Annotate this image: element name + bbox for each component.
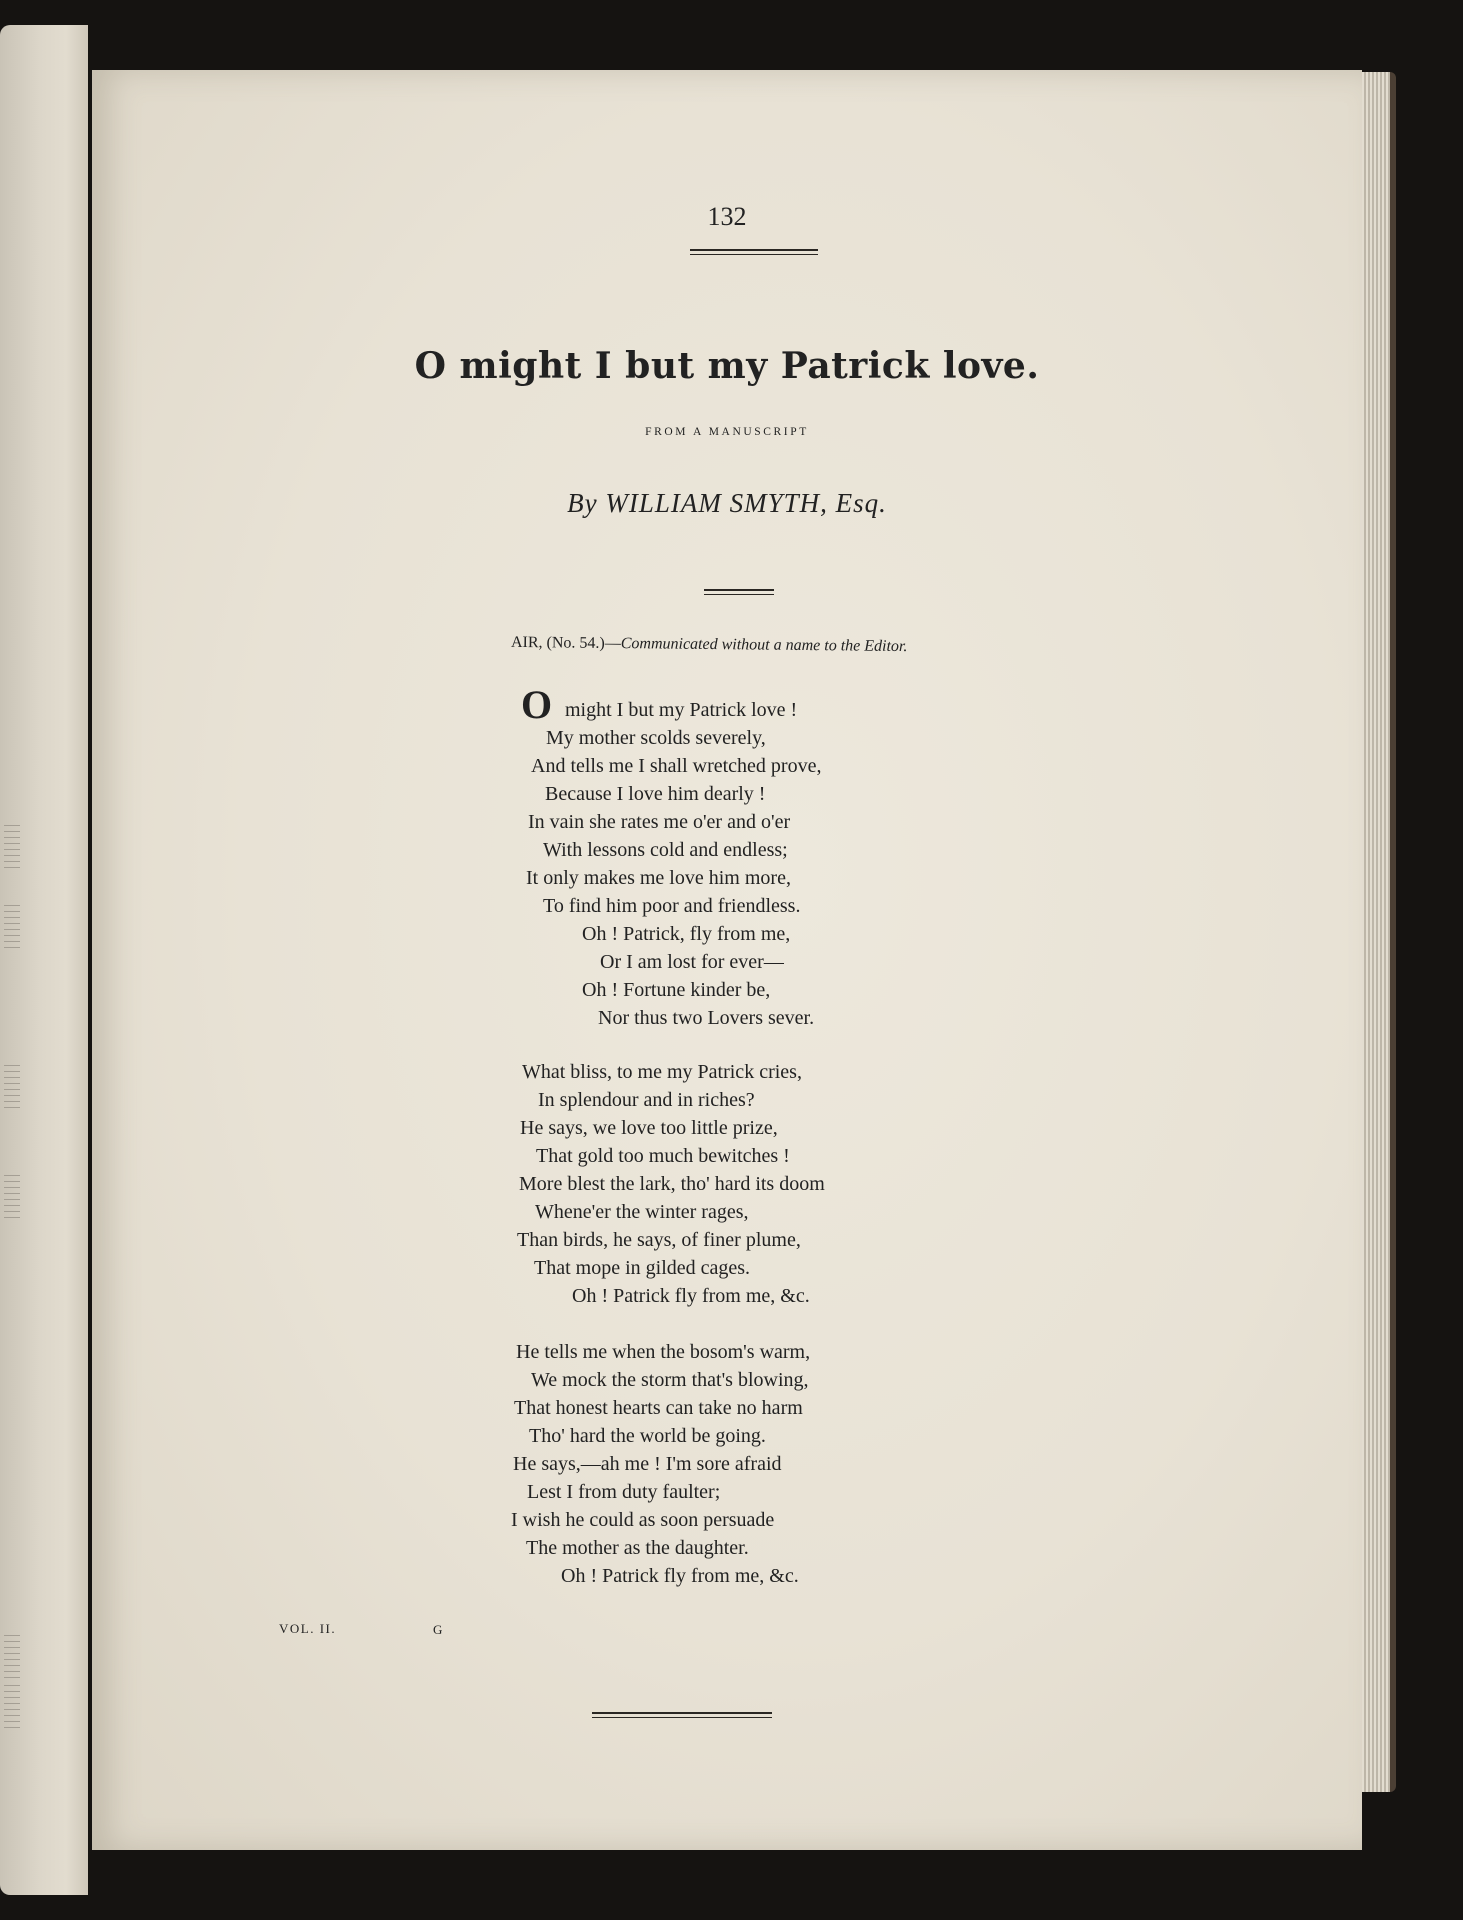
page-edge-marks: [4, 1175, 20, 1223]
verse-line: I wish he could as soon persuade: [511, 1509, 775, 1531]
page-edge-marks: [4, 1635, 20, 1683]
page-edge-marks: [4, 825, 20, 873]
verse-line: That mope in gilded cages.: [534, 1257, 751, 1279]
verse-line: In splendour and in riches?: [538, 1089, 755, 1111]
verse-line: Whene'er the winter rages,: [535, 1201, 749, 1223]
verse-line: might I but my Patrick love !: [565, 699, 798, 721]
verse-line: Oh ! Fortune kinder be,: [582, 979, 771, 1001]
verse-line: What bliss, to me my Patrick cries,: [522, 1061, 802, 1083]
page-edge-marks: [4, 905, 20, 953]
book-page: [92, 70, 1362, 1850]
verse-line: Oh ! Patrick fly from me, &c.: [561, 1565, 799, 1587]
verse-line: He says, we love too little prize,: [520, 1117, 778, 1139]
verse-line: He says,—ah me ! I'm sore afraid: [513, 1453, 782, 1475]
header-rule: [690, 249, 818, 255]
source-note: FROM A MANUSCRIPT: [645, 426, 809, 438]
verse-line: Or I am lost for ever—: [600, 951, 784, 973]
verse-line: He tells me when the bosom's warm,: [516, 1341, 811, 1363]
volume-mark: VOL. II.: [279, 1621, 337, 1636]
verse-line: In vain she rates me o'er and o'er: [528, 811, 791, 833]
verse-line: More blest the lark, tho' hard its doom: [519, 1173, 825, 1195]
verse-line: Oh ! Patrick, fly from me,: [582, 923, 791, 945]
drop-cap: O: [521, 682, 553, 727]
verse-line: It only makes me love him more,: [526, 867, 791, 889]
verse-line: Because I love him dearly !: [545, 783, 766, 805]
air-communication-note: Communicated without a name to the Editor.: [620, 635, 908, 656]
verse-line: With lessons cold and endless;: [543, 839, 788, 861]
verse-line: Lest I from duty faulter;: [527, 1481, 721, 1503]
footer-rule: [592, 1712, 772, 1718]
page-edge-marks: [4, 1065, 20, 1113]
verse-line: That honest hearts can take no harm: [514, 1397, 803, 1419]
verse-line: Nor thus two Lovers sever.: [598, 1007, 815, 1029]
air-note: [511, 634, 908, 656]
signature-mark: G: [433, 1622, 443, 1637]
verse-line: To find him poor and friendless.: [543, 895, 801, 917]
page-edge-marks: [4, 1685, 20, 1733]
verse-line: That gold too much bewitches !: [536, 1145, 790, 1167]
verse-line: Oh ! Patrick fly from me, &c.: [572, 1285, 810, 1307]
air-label: AIR, (No. 54.)—: [510, 633, 621, 653]
page-number: 132: [707, 202, 747, 231]
left-page-edge: [0, 25, 88, 1895]
verse-line: The mother as the daughter.: [526, 1537, 749, 1559]
verse-line: Tho' hard the world be going.: [529, 1425, 766, 1447]
verse-line: We mock the storm that's blowing,: [531, 1369, 809, 1391]
song-title: O might I but my Patrick love.: [414, 345, 1040, 387]
verse-line: And tells me I shall wretched prove,: [531, 755, 822, 777]
verse-line: My mother scolds severely,: [546, 727, 766, 749]
verse-line: Than birds, he says, of finer plume,: [517, 1229, 801, 1251]
section-rule: [704, 589, 774, 595]
author-line: By WILLIAM SMYTH, Esq.: [567, 488, 887, 518]
